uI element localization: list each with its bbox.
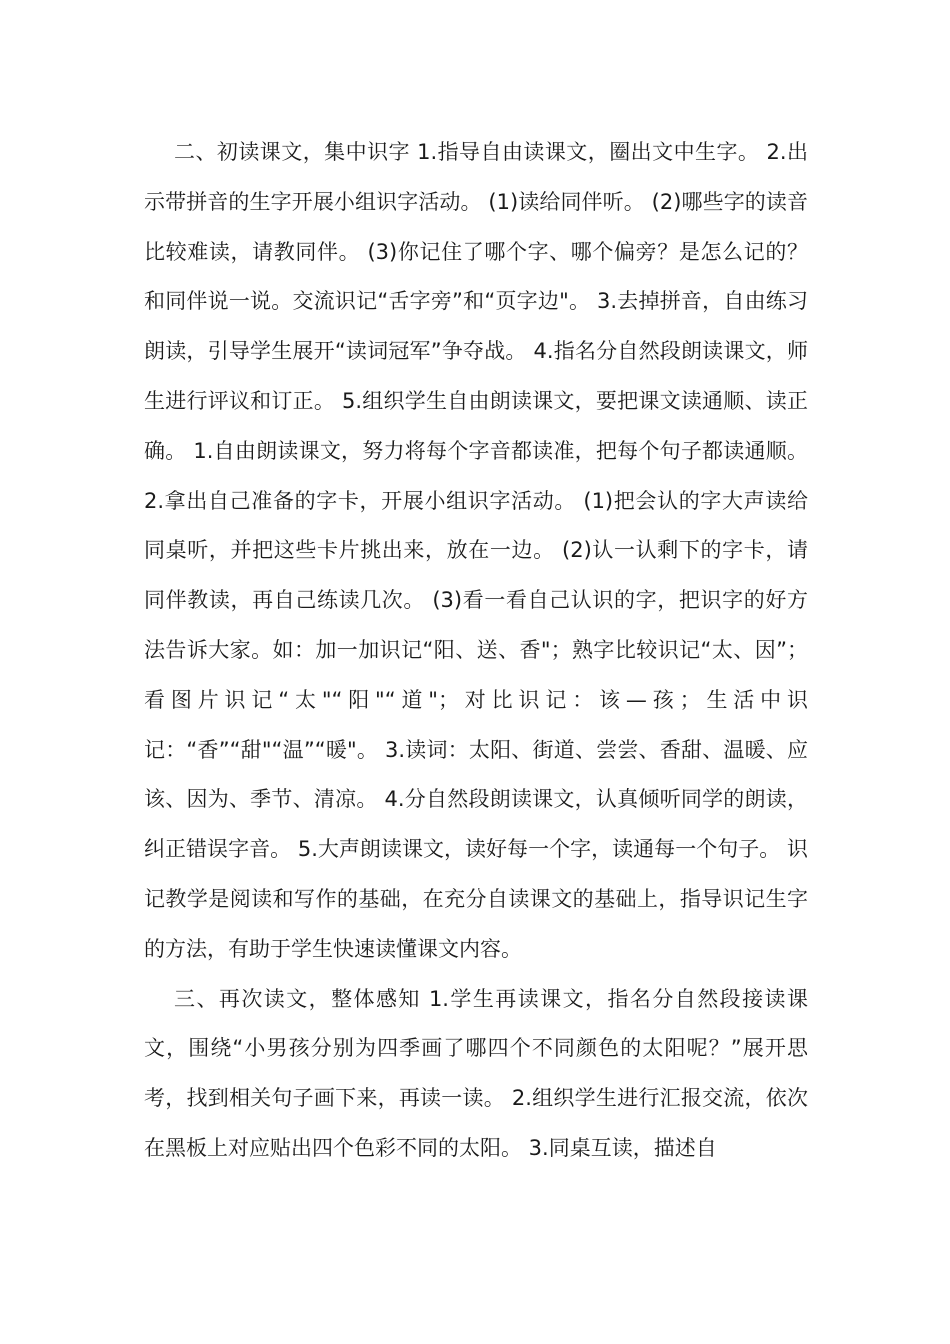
paragraph-section-three: 三、再次读文，整体感知 1.学生再读课文，指名分自然段接读课文，围绕“小男孩分别为四季画了哪四个不同颜色的太阳呢？”展开思考，找到相关句子画下来，再读一读。 2.组织学生进行汇报交流，依次在黑板上对应贴出四个色彩不同的太阳。 3.同桌互读，描述自	[144, 986, 808, 1160]
document-body	[144, 128, 808, 1174]
paragraph-section-two: 二、初读课文，集中识字 1.指导自由读课文，圈出文中生字。 2.出示带拼音的生字开展小组识字活动。 (1)读给同伴听。 (2)哪些字的读音比较难读，请教同伴。 (3)你记住了哪个字、哪个偏旁？是怎么记的？和同伴说一说。交流识记“舌字旁”和“页字边"。 3.去掉拼音，自由练习朗读，引导学生展开“读词冠军”争夺战。 4.指名分自然段朗读课文，师生进行评议和订正。 5.组织学生自由朗读课文，要把课文读通顺、读正确。 1.自由朗读课文，努力将每个字音都读准，把每个句子都读通顺。 2.拿出自己准备的字卡，开展小组识字活动。 (1)把会认的字大声读给同桌听，并把这些卡片挑出来，放在一边。 (2)认一认剩下的字卡，请同伴教读，再自己练读几次。 (3)看一看自己认识的字，把识字的好方法告诉大家。如：加一加识记“阳、送、香"；熟字比较识记“太、因”；看图片识记“太"“阳"“道"；对比识记：该—孩；生活中识记：“香”“甜"“温”“暖"。 3.读词：太阳、街道、尝尝、香甜、温暖、应该、因为、季节、清凉。 4.分自然段朗读课文，认真倾听同学的朗读，纠正错误字音。 5.大声朗读课文，读好每一个字，读通每一个句子。 识记教学是阅读和写作的基础，在充分自读课文的基础上，指导识记生字的方法，有助于学生快速读懂课文内容。	[144, 140, 808, 961]
